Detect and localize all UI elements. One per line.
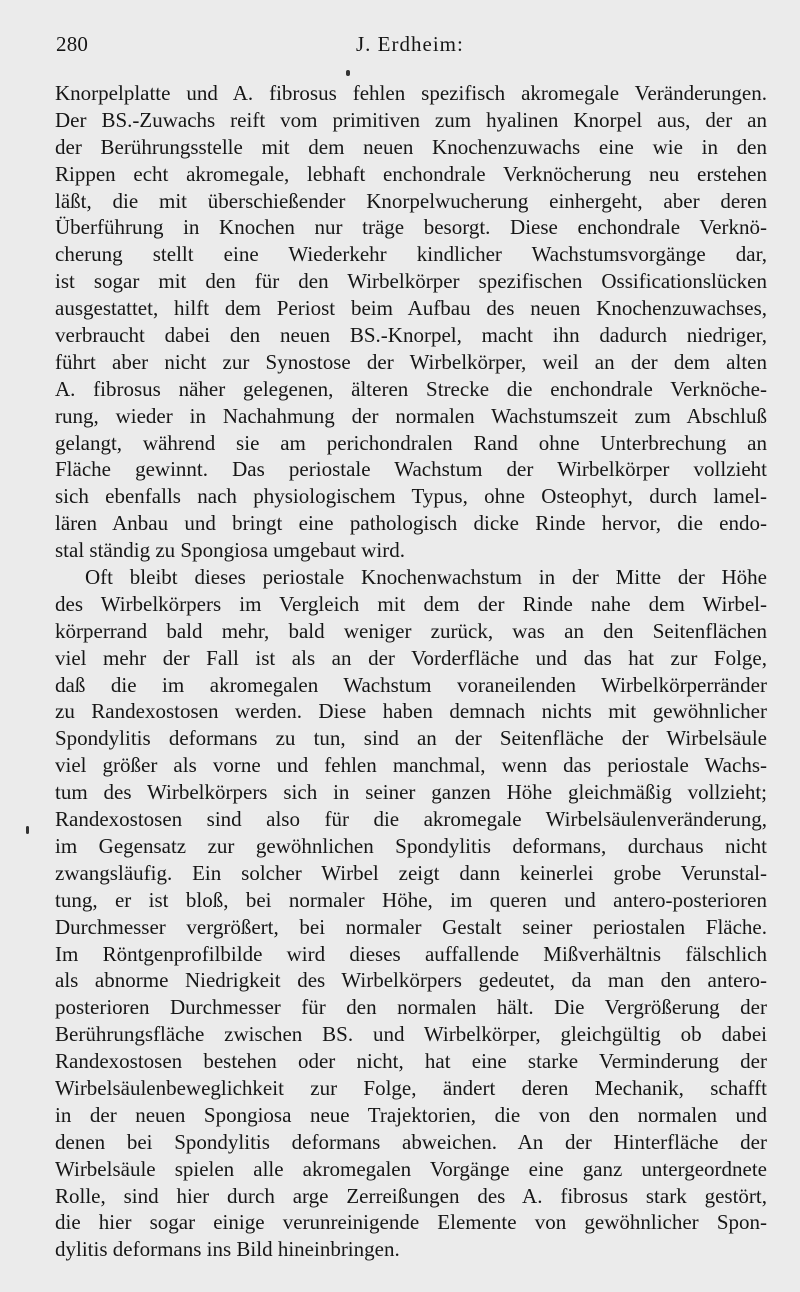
paragraph-2 — [55, 564, 767, 1263]
body-text — [55, 80, 767, 1263]
text-line: zu Randexostosen werden. Diese haben demnach nichts mit gewöhnlicher — [55, 699, 767, 724]
text-line: des Wirbelkörpers im Vergleich mit dem der Rinde nahe dem Wirbel- — [55, 591, 767, 616]
text-line: posterioren Durchmesser für den normalen hält. Die Vergrößerung der — [55, 995, 767, 1020]
text-line: körperrand bald mehr, bald weniger zurück, was an den Seitenflächen — [55, 618, 767, 643]
text-line: Spondylitis deformans zu tun, sind an der Seitenfläche der Wirbelsäule — [55, 726, 767, 751]
text-line: stal ständig zu Spongiosa umgebaut wird. — [55, 538, 405, 563]
paragraph-1 — [55, 80, 767, 564]
text-line: cherung stellt eine Wiederkehr kindlicher Wachstumsvorgänge dar, — [55, 242, 767, 267]
text-line: dylitis deformans ins Bild hineinbringen. — [55, 1237, 400, 1262]
text-line: zwangsläufig. Ein solcher Wirbel zeigt dann keinerlei grobe Verunstal- — [55, 860, 767, 885]
text-line: rung, wieder in Nachahmung der normalen Wachstumszeit zum Abschluß — [55, 403, 767, 428]
text-line: denen bei Spondylitis deformans abweichen. An der Hinterfläche der — [55, 1129, 767, 1154]
text-line: die hier sogar einige verunreinigende Elemente von gewöhnlicher Spon- — [55, 1210, 767, 1235]
text-line: der Berührungsstelle mit dem neuen Knochenzuwachs eine wie in den — [55, 134, 767, 159]
text-line: ist sogar mit den für den Wirbelkörper spezifischen Ossificationslücken — [55, 269, 767, 294]
text-line: Oft bleibt dieses periostale Knochenwachstum in der Mitte der Höhe — [85, 565, 767, 590]
text-line: Knorpelplatte und A. fibrosus fehlen spezifisch akromegale Veränderungen. — [55, 81, 767, 105]
text-line: lären Anbau und bringt eine pathologisch dicke Rinde hervor, die endo- — [55, 511, 767, 536]
text-line: Randexostosen sind also für die akromegale Wirbelsäulenveränderung, — [55, 807, 767, 832]
text-line: läßt, die mit überschießender Knorpelwucherung einhergeht, aber deren — [55, 188, 767, 213]
text-line: daß die im akromegalen Wachstum voraneilenden Wirbelkörperränder — [55, 672, 767, 697]
text-line: als abnorme Niedrigkeit des Wirbelkörpers gedeutet, da man den antero- — [55, 968, 767, 993]
text-line: viel mehr der Fall ist als an der Vorderfläche und das hat zur Folge, — [55, 645, 767, 670]
page-number: 280 — [56, 32, 89, 56]
text-line: ausgestattet, hilft dem Periost beim Aufbau des neuen Knochenzuwachses, — [55, 296, 767, 321]
text-line: tum des Wirbelkörpers sich in seiner ganzen Höhe gleichmäßig vollzieht; — [55, 780, 767, 805]
text-line: Im Röntgenprofilbilde wird dieses auffallende Mißverhältnis fälschlich — [55, 941, 767, 966]
text-line: Berührungsfläche zwischen BS. und Wirbelkörper, gleichgültig ob dabei — [55, 1022, 767, 1047]
running-head — [56, 32, 764, 60]
print-speck — [26, 826, 29, 834]
running-title: J. Erdheim: — [356, 32, 464, 56]
text-line: viel größer als vorne und fehlen manchmal, wenn das periostale Wachs- — [55, 753, 767, 778]
text-line: Randexostosen bestehen oder nicht, hat eine starke Verminderung der — [55, 1049, 767, 1074]
text-line: Wirbelsäule spielen alle akromegalen Vorgänge eine ganz untergeordnete — [55, 1156, 767, 1181]
text-line: im Gegensatz zur gewöhnlichen Spondylitis deformans, durchaus nicht — [55, 833, 767, 858]
text-line: Durchmesser vergrößert, bei normaler Gestalt seiner periostalen Fläche. — [55, 914, 767, 939]
text-line: gelangt, während sie am perichondralen Rand ohne Unterbrechung an — [55, 430, 767, 455]
text-line: führt aber nicht zur Synostose der Wirbelkörper, weil an der dem alten — [55, 349, 767, 374]
text-line: tung, er ist bloß, bei normaler Höhe, im queren und antero-posterioren — [55, 887, 767, 912]
text-line: verbraucht dabei den neuen BS.-Knorpel, macht ihn dadurch niedriger, — [55, 323, 767, 348]
text-line: Fläche gewinnt. Das periostale Wachstum der Wirbelkörper vollzieht — [55, 457, 767, 482]
text-line: Rippen echt akromegale, lebhaft enchondrale Verknöcherung neu erstehen — [55, 161, 767, 186]
text-line: Der BS.-Zuwachs reift vom primitiven zum hyalinen Knorpel aus, der an — [55, 107, 767, 132]
text-line: Rolle, sind hier durch arge Zerreißungen des A. fibrosus stark gestört, — [55, 1183, 767, 1208]
text-line: Wirbelsäulenbeweglichkeit zur Folge, ändert deren Mechanik, schafft — [55, 1075, 767, 1100]
print-speck — [346, 70, 350, 76]
text-line: Überführung in Knochen nur träge besorgt. Diese enchondrale Verknö- — [55, 215, 767, 240]
text-line: in der neuen Spongiosa neue Trajektorien, die von den normalen und — [55, 1102, 767, 1127]
text-line: sich ebenfalls nach physiologischem Typus, ohne Osteophyt, durch lamel- — [55, 484, 767, 509]
text-line: A. fibrosus näher gelegenen, älteren Strecke die enchondrale Verknöche- — [55, 376, 767, 401]
